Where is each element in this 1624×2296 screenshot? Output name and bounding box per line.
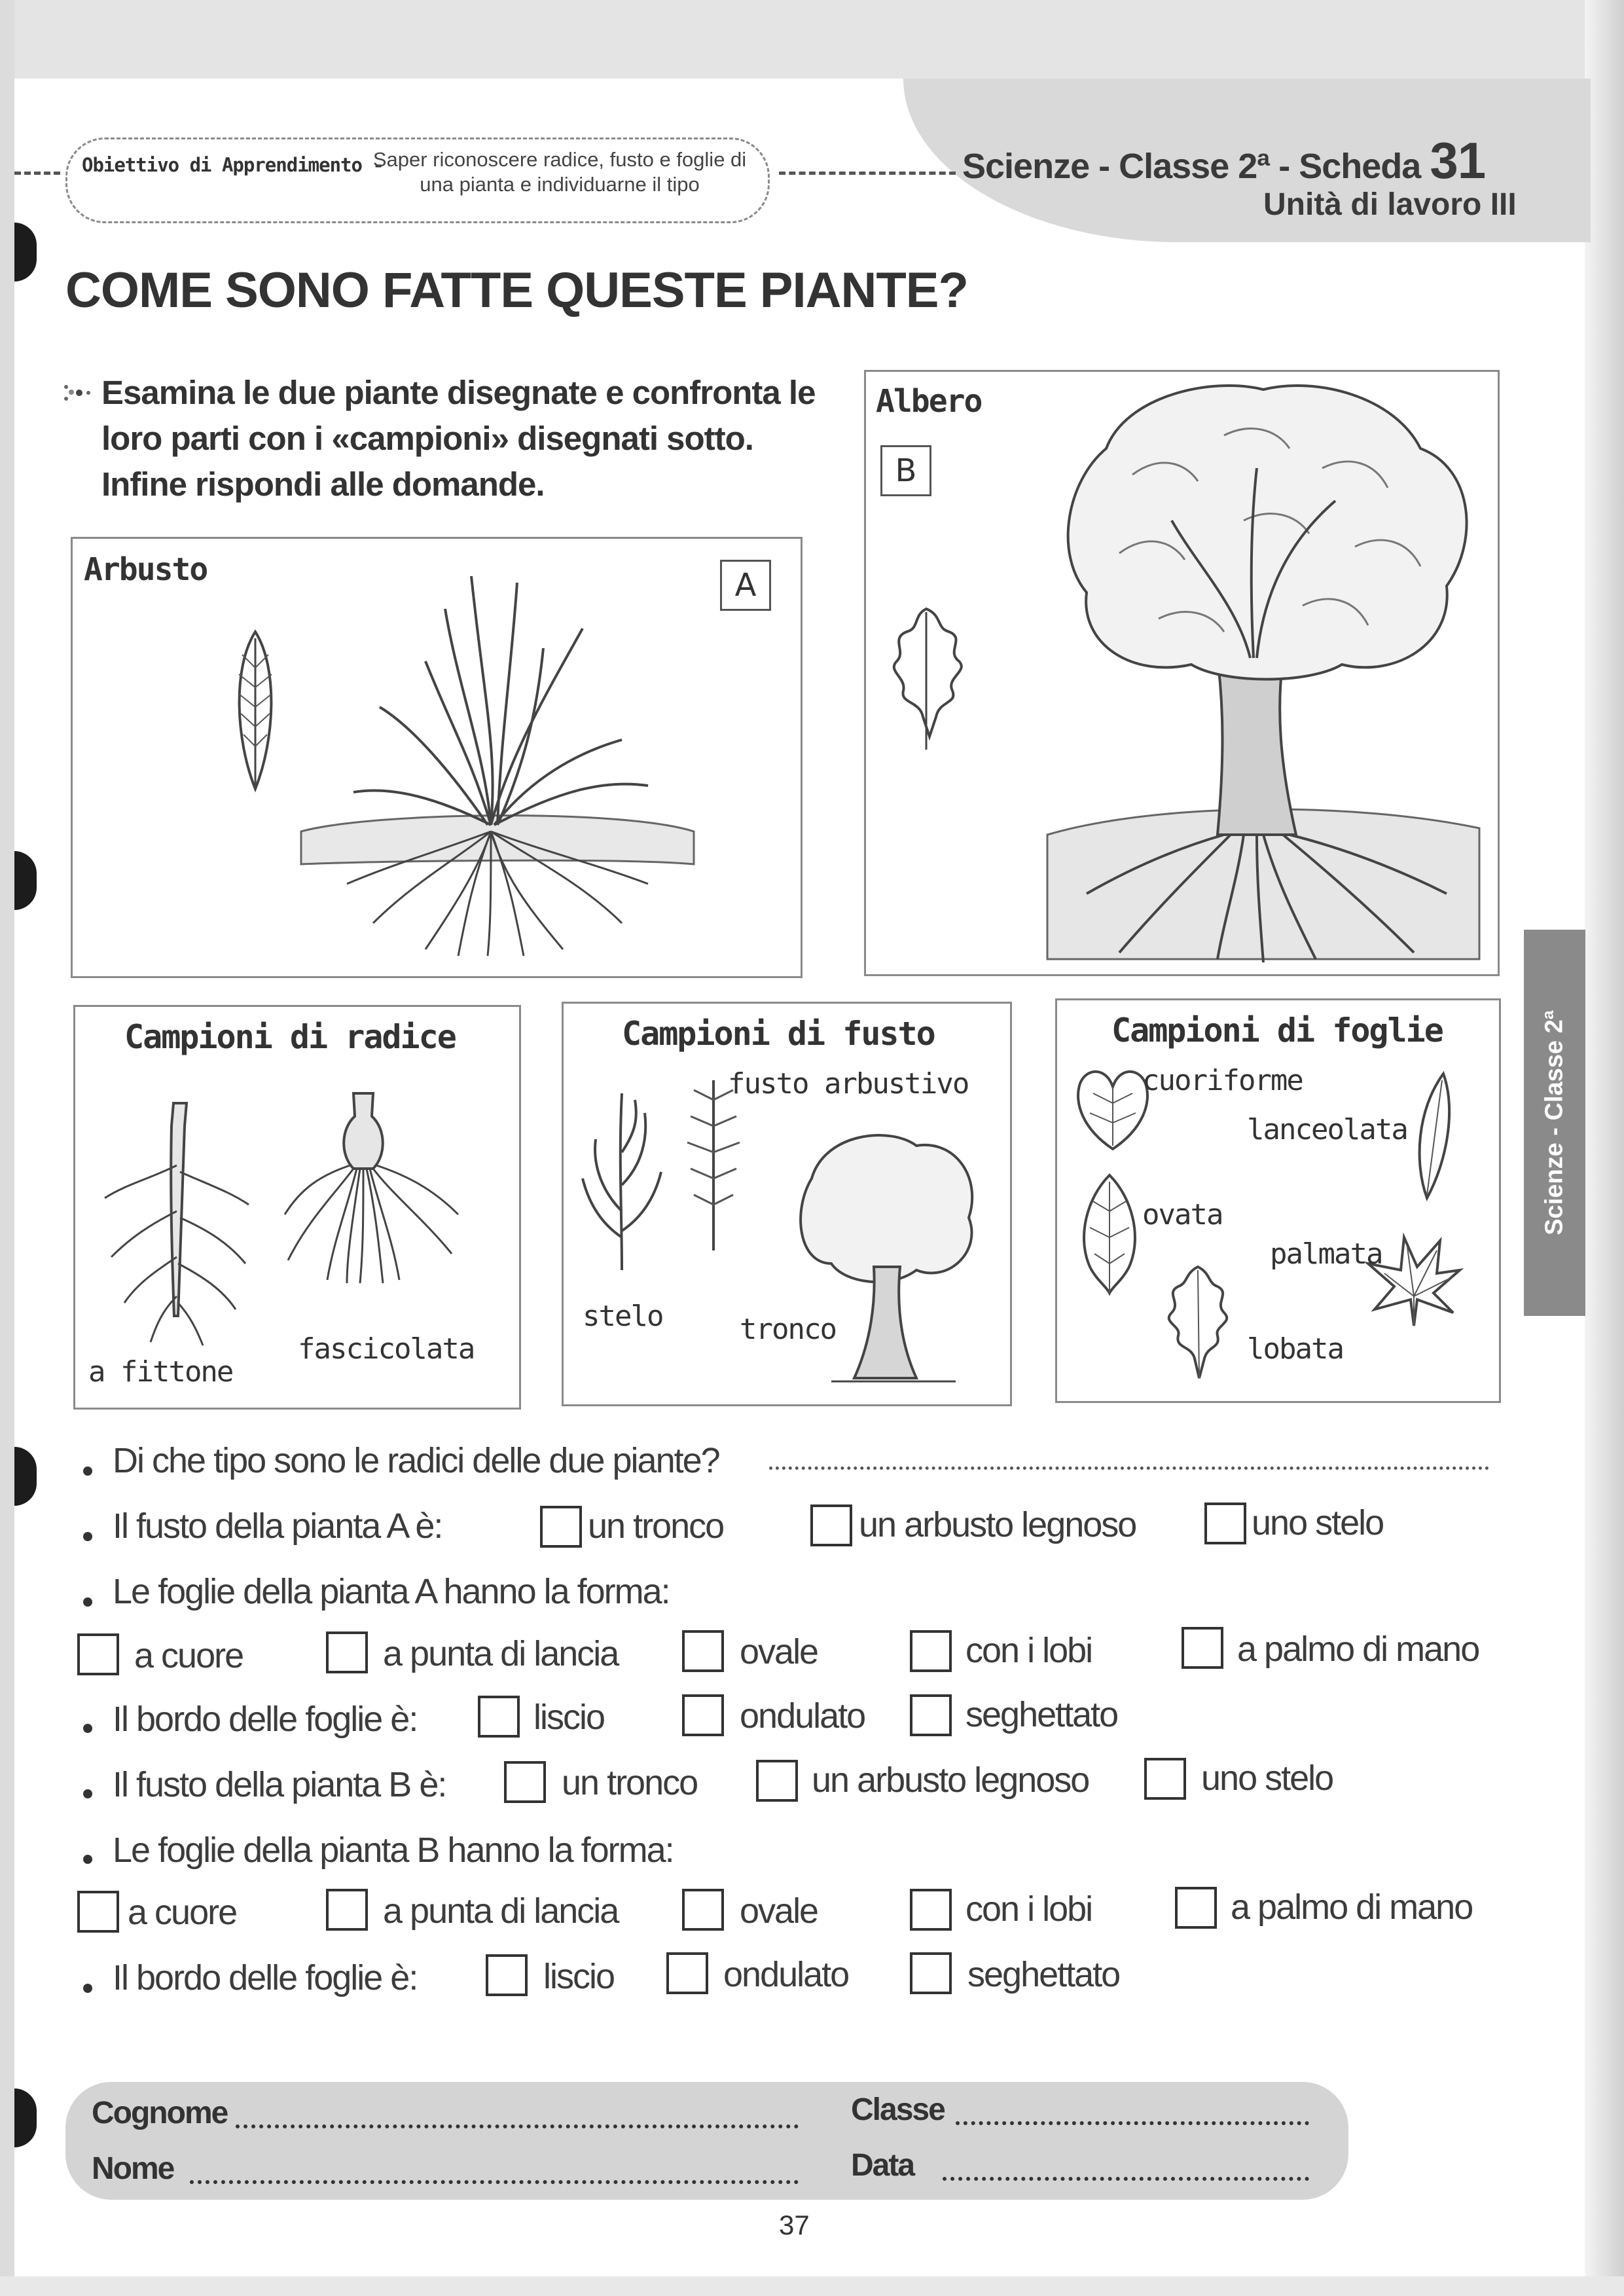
fibrous-root-illustration (281, 1090, 465, 1286)
name-field[interactable] (190, 2180, 799, 2184)
checkbox-stem-b-trunk[interactable] (504, 1761, 546, 1803)
stem-label-herbaceous: stelo (583, 1300, 663, 1333)
lobed-leaf-sample-illustration (1159, 1264, 1237, 1381)
shrubby-stem-illustration (674, 1074, 753, 1257)
option-stem-a-trunk: un tronco (588, 1506, 724, 1546)
side-tab-label: Scienze - Classe 2ª (1540, 1010, 1568, 1235)
unit-label: Unità di lavoro III (1263, 187, 1517, 222)
plant-a-letter: A (720, 560, 771, 611)
question-edge-a: Il bordo delle foglie è: (113, 1700, 418, 1739)
checkbox-leaf-a-heart[interactable] (77, 1633, 119, 1675)
option-stem-b-trunk: un tronco (562, 1763, 698, 1802)
surname-field[interactable] (236, 2124, 799, 2128)
checkbox-stem-b-shrub[interactable] (756, 1760, 798, 1802)
checkbox-stem-b-stalk[interactable] (1144, 1758, 1186, 1800)
option-leaf-a-palm: a palmo di mano (1237, 1630, 1479, 1669)
lanceolate-leaf-illustration (229, 629, 281, 792)
option-edge-a-serrated: seghettato (965, 1695, 1118, 1734)
question-edge-b: Il bordo delle foglie è: (113, 1958, 418, 1997)
leaf-label-heart: cuoriforme (1142, 1064, 1303, 1097)
checkbox-leaf-b-lance[interactable] (326, 1889, 368, 1931)
option-edge-a-wavy: ondulato (740, 1696, 865, 1736)
bullet (83, 1724, 92, 1733)
stem-samples-title: Campioni di fusto (622, 1015, 935, 1053)
tree-illustration (1028, 370, 1486, 966)
checkbox-stem-a-stalk[interactable] (1204, 1503, 1246, 1544)
question-leaf-shape-a: Le foglie della pianta A hanno la forma: (113, 1572, 670, 1611)
sparkle-icon (62, 383, 95, 403)
leaf-label-lobed: lobata (1247, 1332, 1343, 1366)
side-tab (1524, 930, 1585, 1316)
checkbox-edge-b-wavy[interactable] (666, 1952, 708, 1994)
option-edge-b-smooth: liscio (543, 1957, 615, 1996)
checkbox-leaf-b-lobes[interactable] (910, 1889, 952, 1931)
bullet (83, 1467, 92, 1476)
class-label: Classe (851, 2092, 945, 2127)
plant-b-label: Albero (876, 383, 982, 420)
answer-line-root-type[interactable] (769, 1467, 1489, 1470)
checkbox-edge-b-serrated[interactable] (910, 1952, 952, 1994)
checkbox-leaf-b-heart[interactable] (77, 1891, 119, 1933)
sheet-title (962, 131, 1485, 191)
checkbox-leaf-b-oval[interactable] (682, 1889, 724, 1931)
bullet (83, 1532, 92, 1541)
bullet (83, 1789, 92, 1798)
leaf-label-palmate: palmata (1270, 1237, 1382, 1271)
scan-left-edge (0, 0, 14, 2296)
date-field[interactable] (943, 2177, 1309, 2181)
option-stem-a-shrub: un arbusto legnoso (859, 1505, 1136, 1544)
bullet (83, 1597, 92, 1607)
option-leaf-b-oval: ovale (740, 1891, 818, 1931)
stem-label-trunk: tronco (740, 1313, 836, 1346)
checkbox-edge-a-serrated[interactable] (910, 1694, 952, 1736)
scan-right-edge (1585, 0, 1624, 2296)
option-leaf-b-lance: a punta di lancia (383, 1891, 619, 1931)
checkbox-leaf-a-lobes[interactable] (910, 1630, 952, 1672)
checkbox-edge-b-smooth[interactable] (486, 1954, 528, 1996)
checkbox-edge-a-wavy[interactable] (682, 1694, 724, 1736)
option-leaf-a-lance: a punta di lancia (383, 1634, 619, 1673)
header-dash-mid (779, 172, 956, 175)
checkbox-stem-a-trunk[interactable] (540, 1506, 582, 1548)
root-label-fibrous: fascicolata (298, 1332, 475, 1366)
shrub-illustration (295, 556, 700, 962)
ovate-leaf-illustration (1074, 1172, 1146, 1296)
herbaceous-stem-illustration (576, 1080, 668, 1277)
taproot-illustration (98, 1100, 255, 1349)
leaf-samples-title: Campioni di foglie (1111, 1011, 1443, 1049)
header-dash-left (14, 172, 60, 175)
option-edge-b-wavy: ondulato (723, 1955, 849, 1994)
leaf-label-ovate: ovata (1142, 1198, 1223, 1231)
lanceolate-leaf-sample-illustration (1411, 1070, 1456, 1201)
option-edge-a-smooth: liscio (533, 1698, 605, 1737)
name-label: Nome (92, 2151, 174, 2186)
option-leaf-a-oval: ovale (740, 1632, 818, 1671)
option-leaf-b-heart: a cuore (128, 1893, 237, 1932)
class-field[interactable] (956, 2121, 1309, 2125)
bullet (83, 1855, 92, 1864)
option-stem-b-shrub: un arbusto legnoso (812, 1760, 1089, 1800)
scan-top-edge (0, 0, 1624, 79)
option-leaf-a-heart: a cuore (134, 1636, 244, 1675)
option-leaf-a-lobes: con i lobi (965, 1631, 1092, 1670)
question-stem-a: Il fusto della pianta A è: (113, 1506, 442, 1546)
checkbox-leaf-a-oval[interactable] (682, 1630, 724, 1672)
trunk-illustration (792, 1126, 982, 1388)
sheet-title-prefix: Scienze - Classe 2ª - Scheda (962, 147, 1421, 186)
plant-b-letter: B (880, 445, 931, 496)
objective-label: Obiettivo di Apprendimento - (82, 154, 384, 176)
date-label: Data (851, 2148, 914, 2183)
root-samples-title: Campioni di radice (124, 1018, 456, 1056)
scan-bottom-edge (0, 2276, 1624, 2296)
checkbox-edge-a-smooth[interactable] (478, 1696, 520, 1738)
lobate-leaf-illustration (880, 602, 972, 753)
leaf-label-lanceolate: lanceolata (1247, 1113, 1407, 1146)
question-stem-b: Il fusto della pianta B è: (113, 1765, 446, 1804)
option-stem-a-stalk: uno stelo (1252, 1503, 1384, 1542)
option-stem-b-stalk: uno stelo (1201, 1758, 1333, 1798)
checkbox-leaf-a-palm[interactable] (1182, 1627, 1223, 1669)
surname-label: Cognome (92, 2096, 228, 2130)
sheet-number: 31 (1430, 132, 1486, 189)
instructions: Esamina le due piante disegnate e confronta le loro parti con i «campioni» disegnati sotto. Infine rispondi alle domande. (101, 374, 816, 503)
option-leaf-b-lobes: con i lobi (965, 1889, 1092, 1929)
plant-a-label: Arbusto (84, 551, 208, 588)
option-leaf-b-palm: a palmo di mano (1231, 1887, 1473, 1927)
objective-text: Saper riconoscere radice, fusto e foglie di una pianta e individuarne il tipo (372, 148, 747, 196)
page-title: COME SONO FATTE QUESTE PIANTE? (65, 263, 968, 318)
bullet (83, 1984, 92, 1993)
checkbox-stem-a-shrub[interactable] (810, 1504, 852, 1546)
stem-label-shrubby: fusto arbustivo (728, 1067, 969, 1101)
checkbox-leaf-b-palm[interactable] (1175, 1887, 1217, 1929)
checkbox-leaf-a-lance[interactable] (326, 1631, 368, 1673)
page-number: 37 (779, 2210, 810, 2240)
question-root-type: Di che tipo sono le radici delle due piante? (113, 1441, 719, 1480)
question-leaf-shape-b: Le foglie della pianta B hanno la forma: (113, 1831, 674, 1870)
option-edge-b-serrated: seghettato (967, 1955, 1120, 1994)
root-label-taproot: a fittone (88, 1355, 233, 1389)
